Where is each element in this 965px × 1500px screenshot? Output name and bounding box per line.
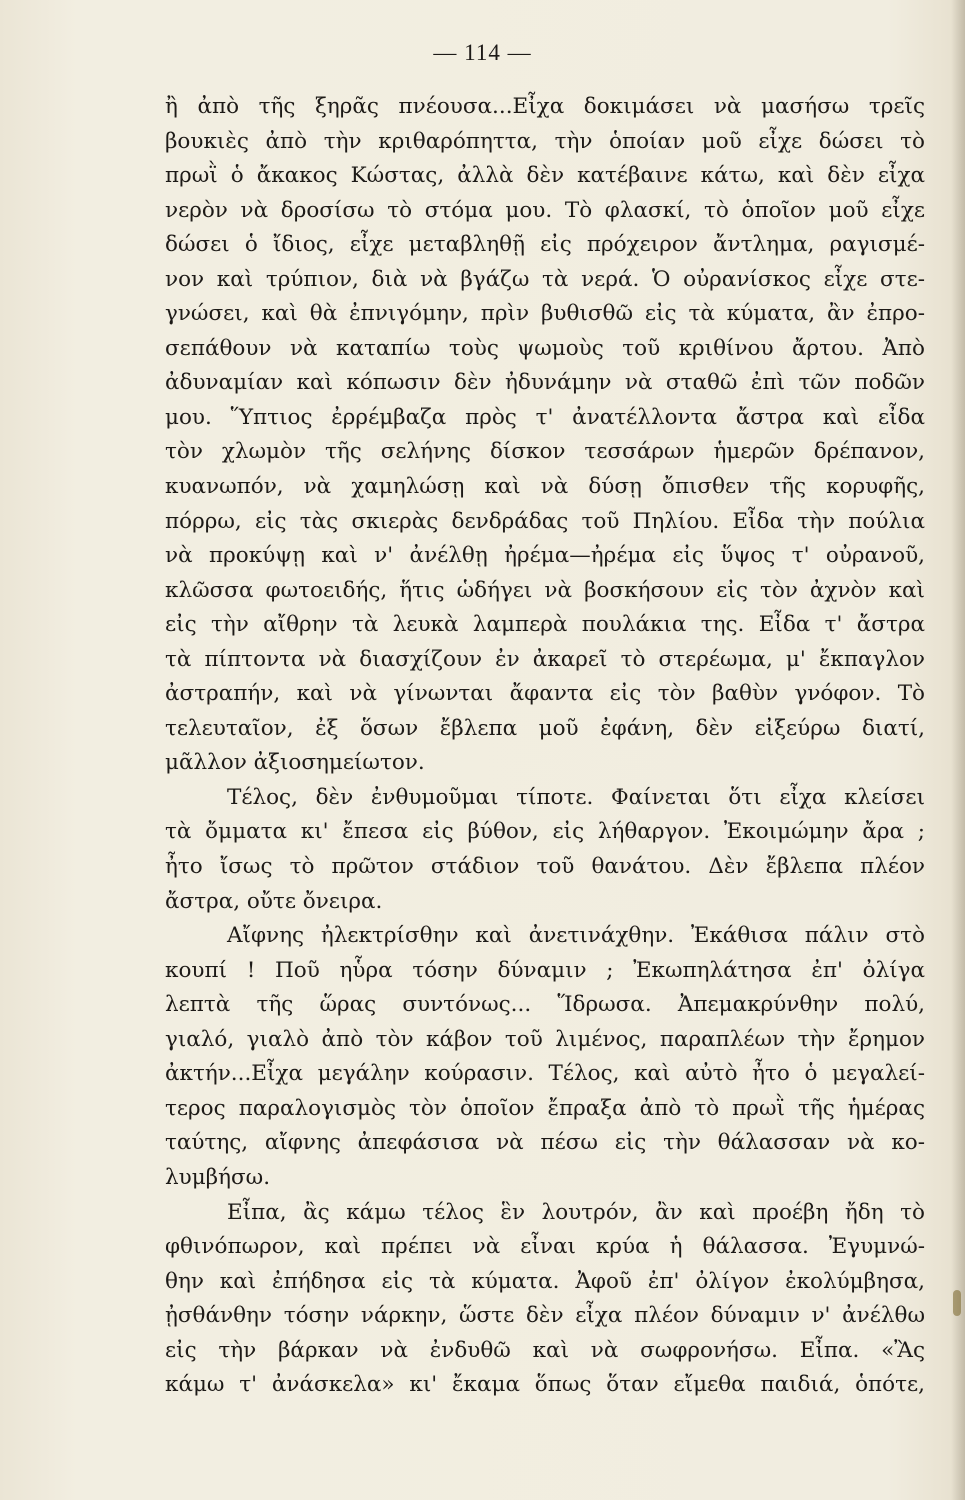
text-line: εἰς τὴν βάρκαν νὰ ἐνδυθῶ καὶ νὰ σωφρονήσω. Εἶπα. «Ἂς bbox=[165, 1337, 925, 1363]
text-line: τὰ πίπτοντα νὰ διασχίζουν ἐν ἀκαρεῖ τὸ στερέωμα, μ' ἔκπαγλον bbox=[165, 646, 925, 672]
text-line: κυανωπόν, νὰ χαμηλώσῃ καὶ νὰ δύσῃ ὄπισθεν τῆς κορυφῆς, bbox=[165, 474, 925, 500]
text-line: μᾶλλον ἀξιοσημείωτον. bbox=[165, 750, 425, 776]
text-line: τὸν χλωμὸν τῆς σελήνης δίσκον τεσσάρων ἡμερῶν δρέπανον, bbox=[165, 439, 925, 465]
text-line: νον καὶ τρύπιον, διὰ νὰ βγάζω τὰ νερά. Ὁ οὐρανίσκος εἶχε στε- bbox=[165, 266, 925, 292]
text-line: Αἴφνης ἠλεκτρίσθην καὶ ἀνετινάχθην. Ἐκάθισα πάλιν στὸ bbox=[227, 923, 925, 949]
text-line: Τέλος, δὲν ἐνθυμοῦμαι τίποτε. Φαίνεται ὅτι εἶχα κλείσει bbox=[227, 784, 925, 810]
page-edge-shadow bbox=[951, 0, 965, 1500]
text-line: λυμβήσω. bbox=[165, 1164, 271, 1190]
text-line: γνώσει, καὶ θὰ ἐπνιγόμην, πρὶν βυθισθῶ εἰς τὰ κύματα, ἂν ἐπρο- bbox=[165, 301, 925, 327]
text-line: κάμω τ' ἀνάσκελα» κι' ἔκαμα ὅπως ὅταν εἴμεθα παιδιά, ὁπότε, bbox=[165, 1372, 925, 1398]
text-line: τὰ ὄμματα κι' ἔπεσα εἰς βύθον, εἰς λήθαργον. Ἐκοιμώμην ἄρα ; bbox=[165, 819, 925, 845]
text-line: νὰ προκύψῃ καὶ ν' ἀνέλθῃ ἠρέμα—ἠρέμα εἰς ὕψος τ' οὐρανοῦ, bbox=[165, 543, 925, 569]
text-line: φθινόπωρον, καὶ πρέπει νὰ εἶναι κρύα ἡ θάλασσα. Ἐγυμνώ- bbox=[165, 1234, 925, 1260]
text-line: εἰς τὴν αἴθρην τὰ λευκὰ λαμπερὰ πουλάκια της. Εἶδα τ' ἄστρα bbox=[165, 612, 925, 638]
text-line: ἄστρα, οὔτε ὄνειρα. bbox=[165, 888, 383, 914]
paragraph bbox=[165, 919, 925, 1195]
page-edge-stain bbox=[953, 1290, 961, 1316]
page-number: — 114 — bbox=[433, 40, 532, 65]
body-text bbox=[165, 90, 925, 1403]
text-line: θην καὶ ἐπήδησα εἰς τὰ κύματα. Ἀφοῦ ἐπ' ὀλίγον ἐκολύμβησα, bbox=[165, 1268, 925, 1294]
text-line: ἦτο ἴσως τὸ πρῶτον στάδιον τοῦ θανάτου. Δὲν ἔβλεπα πλέον bbox=[165, 854, 925, 880]
text-line: πόρρω, εἰς τὰς σκιερὰς δενδράδας τοῦ Πηλίου. Εἶδα τὴν πούλια bbox=[165, 508, 925, 534]
text-line: ἀστραπήν, καὶ νὰ γίνωνται ἄφαντα εἰς τὸν βαθὺν γνόφον. Τὸ bbox=[165, 681, 925, 707]
text-line: ᾐσθάνθην τόσην νάρκην, ὥστε δὲν εἶχα πλέον δύναμιν ν' ἀνέλθω bbox=[165, 1303, 925, 1329]
text-line: πρωῒ ὁ ἄκακος Κώστας, ἀλλὰ δὲν κατέβαινε κάτω, καὶ δὲν εἶχα bbox=[165, 163, 925, 189]
text-line: βουκιὲς ἀπὸ τὴν κριθαρόπηττα, τὴν ὁποίαν μοῦ εἶχε δώσει τὸ bbox=[165, 128, 925, 154]
text-line: νερὸν νὰ δροσίσω τὸ στόμα μου. Τὸ φλασκί, τὸ ὁποῖον μοῦ εἶχε bbox=[165, 197, 925, 223]
text-line: κλῶσσα φωτοειδής, ἥτις ὡδήγει νὰ βοσκήσουν εἰς τὸν ἀχνὸν καὶ bbox=[165, 577, 925, 603]
text-line: Εἶπα, ἂς κάμω τέλος ἓν λουτρόν, ἂν καὶ προέβη ἤδη τὸ bbox=[227, 1199, 925, 1225]
text-line: μου. Ὕπτιος ἐρρέμβαζα πρὸς τ' ἀνατέλλοντα ἄστρα καὶ εἶδα bbox=[165, 404, 925, 430]
text-line: ἀδυναμίαν καὶ κόπωσιν δὲν ἠδυνάμην νὰ σταθῶ ἐπὶ τῶν ποδῶν bbox=[165, 370, 925, 396]
text-line: ταύτης, αἴφνης ἀπεφάσισα νὰ πέσω εἰς τὴν θάλασσαν νὰ κο- bbox=[165, 1130, 925, 1156]
text-line: σεπάθουν νὰ καταπίω τοὺς ψωμοὺς τοῦ κριθίνου ἄρτου. Ἀπὸ bbox=[165, 335, 925, 361]
text-line: λεπτὰ τῆς ὥρας συντόνως... Ἵδρωσα. Ἀπεμακρύνθην πολύ, bbox=[165, 992, 925, 1018]
paragraph bbox=[165, 90, 925, 781]
text-line: τελευταῖον, ἐξ ὅσων ἔβλεπα μοῦ ἐφάνη, δὲν εἰξεύρω διατί, bbox=[165, 715, 925, 741]
text-line: γιαλό, γιαλὸ ἀπὸ τὸν κάβον τοῦ λιμένος, παραπλέων τὴν ἔρημον bbox=[165, 1026, 925, 1052]
text-line: δώσει ὁ ἴδιος, εἶχε μεταβληθῇ εἰς πρόχειρον ἄντλημα, ραγισμέ- bbox=[165, 232, 925, 258]
text-line: τερος παραλογισμὸς τὸν ὁποῖον ἔπραξα ἀπὸ τὸ πρωῒ τῆς ἡμέρας bbox=[165, 1095, 925, 1121]
text-line: ἀκτήν...Εἶχα μεγάλην κούρασιν. Τέλος, καὶ αὐτὸ ἦτο ὁ μεγαλεί- bbox=[165, 1061, 925, 1087]
paragraph bbox=[165, 1196, 925, 1403]
text-line: κουπί ! Ποῦ ηὗρα τόσην δύναμιν ; Ἐκωπηλάτησα ἐπ' ὀλίγα bbox=[165, 957, 925, 983]
paragraph bbox=[165, 781, 925, 919]
text-line: ἢ ἀπὸ τῆς ξηρᾶς πνέουσα...Εἶχα δοκιμάσει νὰ μασήσω τρεῖς bbox=[165, 94, 925, 119]
